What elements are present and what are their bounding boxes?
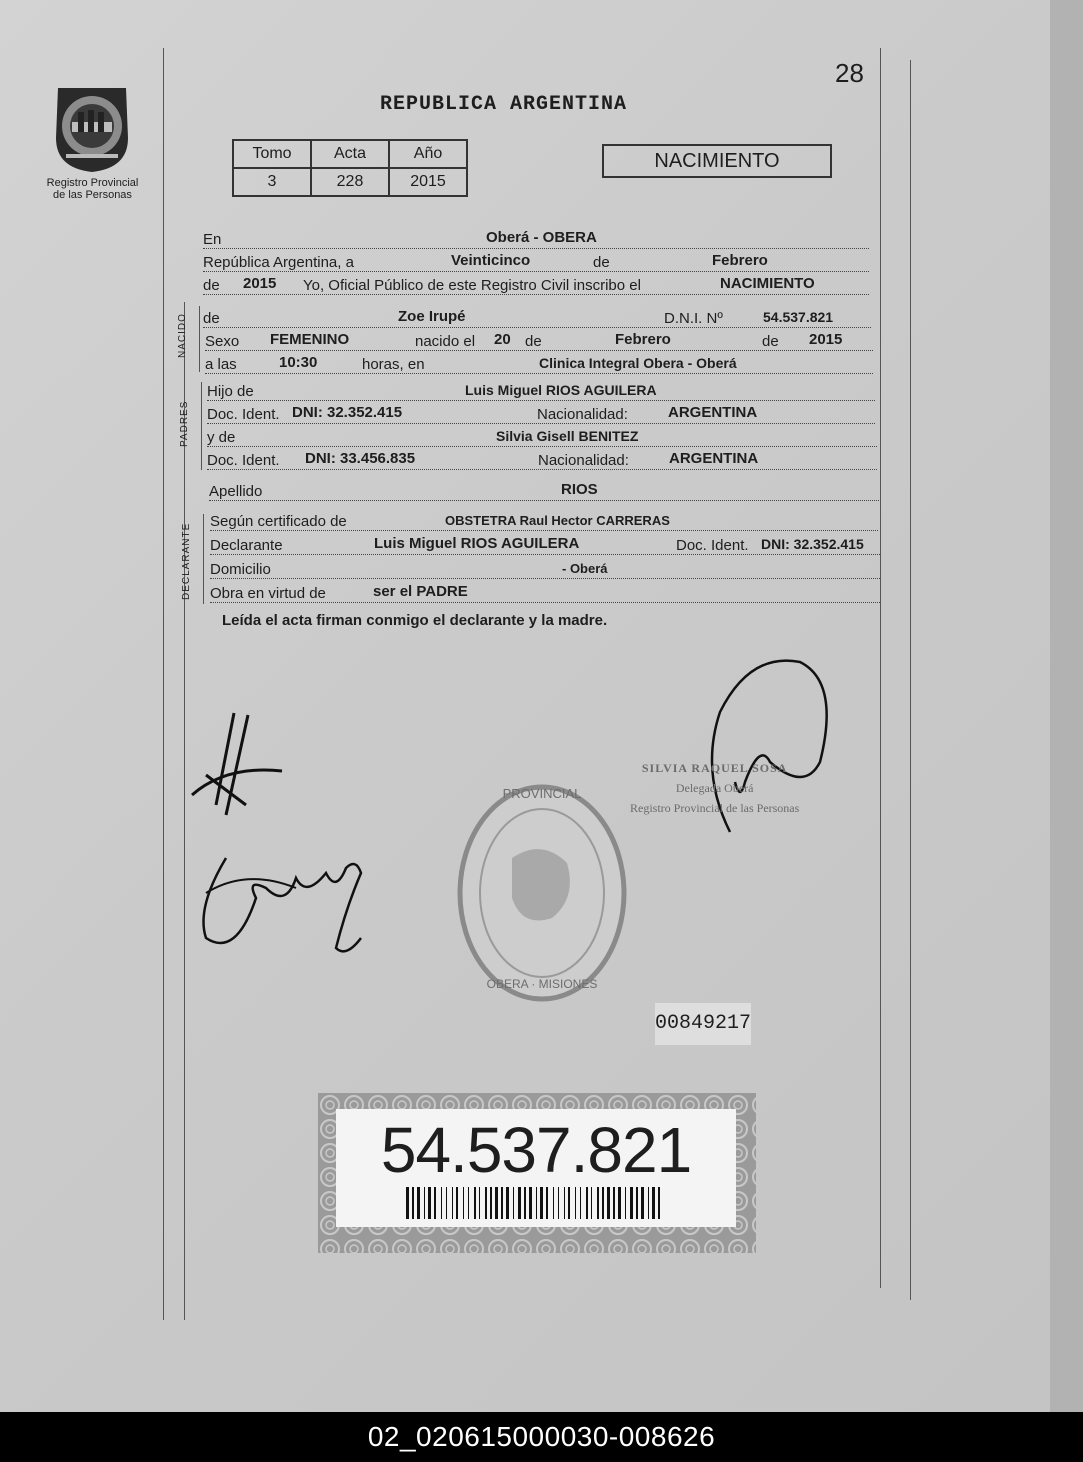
barcode-bar — [479, 1187, 480, 1219]
barcode-bar — [524, 1187, 526, 1219]
barcode-bar — [513, 1187, 514, 1219]
round-seal — [452, 778, 632, 1008]
barcode-bar — [652, 1187, 655, 1219]
register-acta: 228 — [311, 168, 389, 196]
barcode-bar — [463, 1187, 464, 1219]
birth-de-label: de — [525, 333, 542, 350]
barcode-bar — [485, 1187, 487, 1219]
day-value: Veinticinco — [451, 252, 531, 269]
stamp-line-1: SILVIA RAQUEL SOSA — [641, 761, 788, 775]
barcode-bar — [602, 1187, 604, 1219]
stamp-line-2: Delegada Oberá — [675, 781, 754, 795]
barcode-bar — [580, 1187, 581, 1219]
row-sex — [205, 328, 873, 351]
en-label: En — [203, 231, 222, 248]
barcode-bar — [625, 1187, 626, 1219]
obra-label: Obra en virtud de — [210, 585, 326, 602]
father-doc: DNI: 32.352.415 — [292, 404, 403, 421]
declarant-initial-signature — [186, 705, 296, 825]
page-number: 28 — [835, 58, 864, 88]
barcode-bar — [540, 1187, 543, 1219]
barcode-bar — [452, 1187, 453, 1219]
register-ano: 2015 — [389, 168, 467, 196]
row-capacity — [210, 580, 880, 603]
row-time — [205, 351, 873, 374]
country-title: REPUBLICA ARGENTINA — [380, 93, 628, 116]
capacity-value: ser el PADRE — [373, 583, 468, 600]
barcode-bar — [456, 1187, 458, 1219]
hijo-label: Hijo de — [207, 383, 254, 400]
dom-label: Domicilio — [210, 561, 271, 578]
closing-statement: Leída el acta firman conmigo el declarante y la madre. — [222, 612, 608, 629]
place-value: Oberá - OBERA — [486, 229, 597, 246]
right-margin-line — [880, 48, 881, 1288]
barcode-bar — [474, 1187, 476, 1219]
barcode-bar — [468, 1187, 469, 1219]
yde-label: y de — [207, 429, 236, 446]
barcode-bar — [607, 1187, 610, 1219]
yo-label: Yo, Oficial Público de este Registro Civil inscribo el — [303, 277, 641, 294]
nacido-bracket — [199, 306, 200, 372]
de2-label: de — [203, 277, 220, 294]
barcode-bar — [586, 1187, 588, 1219]
padres-bracket — [201, 382, 202, 470]
mother-doc-label: Doc. Ident. — [207, 452, 280, 469]
declarante-doc: DNI: 32.352.415 — [761, 536, 864, 552]
sexo-label: Sexo — [205, 333, 240, 350]
register-table — [232, 139, 468, 197]
barcode-bar — [558, 1187, 559, 1219]
decl-label: Declarante — [210, 537, 283, 554]
register-header-row — [233, 140, 467, 168]
barcode-bar — [568, 1187, 570, 1219]
id-barcode-label — [318, 1093, 756, 1253]
horas-label: horas, en — [362, 356, 425, 373]
act-type-box: NACIMIENTO — [602, 144, 832, 178]
logo-caption: Registro Provincial de las Personas — [46, 177, 139, 201]
barcode-bar — [518, 1187, 521, 1219]
nacido-section-label: NACIDO — [177, 313, 188, 358]
barcode-bar — [424, 1187, 425, 1219]
mother-name: Silvia Gisell BENITEZ — [496, 428, 639, 444]
svg-text:OBERA · MISIONES: OBERA · MISIONES — [486, 977, 598, 991]
mother-signature — [186, 838, 386, 968]
birth-day: 20 — [494, 331, 511, 348]
barcode-bar — [648, 1187, 649, 1219]
surname-value: RIOS — [561, 481, 598, 498]
barcode — [406, 1187, 666, 1219]
declarante-section-label: DECLARANTE — [181, 522, 192, 600]
barcode-bar — [630, 1187, 633, 1219]
sex-value: FEMENINO — [270, 331, 350, 348]
row-certificate — [210, 508, 878, 531]
barcode-bar — [546, 1187, 548, 1219]
birth-month: Febrero — [615, 331, 671, 348]
apellido-label: Apellido — [209, 483, 263, 500]
barcode-bar — [506, 1187, 509, 1219]
barcode-bar — [636, 1187, 638, 1219]
barcode-bar — [591, 1187, 592, 1219]
row-domicile — [210, 556, 880, 579]
declarante-name: Luis Miguel RIOS AGUILERA — [374, 535, 580, 552]
row-declarante — [210, 532, 880, 555]
birth-de2-label: de — [762, 333, 779, 350]
outer-right-line — [910, 60, 911, 1300]
barcode-bar — [406, 1187, 409, 1219]
child-dni: 54.537.821 — [763, 309, 834, 325]
registered-value: NACIMIENTO — [720, 275, 815, 292]
dni-label: D.N.I. Nº — [664, 310, 723, 327]
de-label: de — [593, 254, 610, 271]
row-date — [203, 249, 869, 272]
cert-label: Según certificado de — [210, 513, 347, 530]
month-value: Febrero — [712, 252, 768, 269]
barcode-bar — [434, 1187, 436, 1219]
nacido-el-label: nacido el — [415, 333, 476, 350]
barcode-bar — [564, 1187, 565, 1219]
padres-section-label: PADRES — [179, 400, 190, 447]
page-edge — [1050, 0, 1083, 1412]
row-mother — [207, 424, 877, 447]
barcode-bar — [501, 1187, 503, 1219]
row-place — [203, 226, 869, 249]
barcode-bar — [412, 1187, 414, 1219]
father-nat-label: Nacionalidad: — [537, 406, 628, 423]
year-value: 2015 — [243, 275, 277, 292]
svg-text:PROVINCIAL: PROVINCIAL — [502, 786, 582, 801]
row-father-doc — [207, 401, 875, 424]
official-stamp — [630, 758, 799, 818]
row-year — [203, 272, 869, 295]
certificate-value: OBSTETRA Raul Hector CARRERAS — [445, 513, 670, 528]
stamp-line-3: Registro Provincial de las Personas — [630, 801, 800, 815]
birth-time: 10:30 — [279, 354, 318, 371]
domicile-value: - Oberá — [562, 561, 608, 576]
row-surname — [209, 478, 879, 501]
serial-number: 00849217 — [655, 1003, 751, 1045]
label-inner — [336, 1109, 736, 1227]
barcode-bar — [417, 1187, 420, 1219]
barcode-bar — [495, 1187, 498, 1219]
mother-doc: DNI: 33.456.835 — [305, 450, 416, 467]
barcode-bar — [597, 1187, 599, 1219]
child-name: Zoe Irupé — [398, 308, 466, 325]
de-name-label: de — [203, 310, 220, 327]
register-header-ano: Año — [389, 140, 467, 168]
left-margin-line — [163, 48, 164, 1320]
alas-label: a las — [205, 356, 237, 373]
barcode-bar — [490, 1187, 492, 1219]
row-father — [207, 378, 875, 401]
barcode-bar — [641, 1187, 644, 1219]
id-number: 54.537.821 — [380, 1114, 692, 1186]
mother-nat: ARGENTINA — [669, 450, 759, 467]
barcode-bar — [613, 1187, 615, 1219]
father-name: Luis Miguel RIOS AGUILERA — [465, 382, 657, 398]
register-header-tomo: Tomo — [233, 140, 311, 168]
barcode-bar — [529, 1187, 532, 1219]
birth-year: 2015 — [809, 331, 843, 348]
row-name — [203, 305, 871, 328]
register-header-acta: Acta — [311, 140, 389, 168]
section-margin-line — [184, 302, 185, 1320]
barcode-bar — [658, 1187, 660, 1219]
barcode-bar — [536, 1187, 537, 1219]
register-value-row — [233, 168, 467, 196]
register-tomo: 3 — [233, 168, 311, 196]
barcode-bar — [618, 1187, 621, 1219]
barcode-bar — [446, 1187, 447, 1219]
father-doc-label: Doc. Ident. — [207, 406, 280, 423]
barcode-bar — [428, 1187, 431, 1219]
province-logo — [48, 82, 136, 174]
file-id-footer: 02_020615000030-008626 — [0, 1412, 1083, 1462]
father-nat: ARGENTINA — [668, 404, 758, 421]
row-mother-doc — [207, 447, 877, 470]
birth-place: Clinica Integral Obera - Oberá — [539, 355, 737, 371]
barcode-bar — [575, 1187, 576, 1219]
declarante-bracket — [203, 514, 204, 604]
decl-doc-label: Doc. Ident. — [676, 537, 749, 554]
republica-label: República Argentina, a — [203, 254, 354, 271]
mother-nat-label: Nacionalidad: — [538, 452, 629, 469]
barcode-bar — [441, 1187, 442, 1219]
barcode-bar — [553, 1187, 554, 1219]
